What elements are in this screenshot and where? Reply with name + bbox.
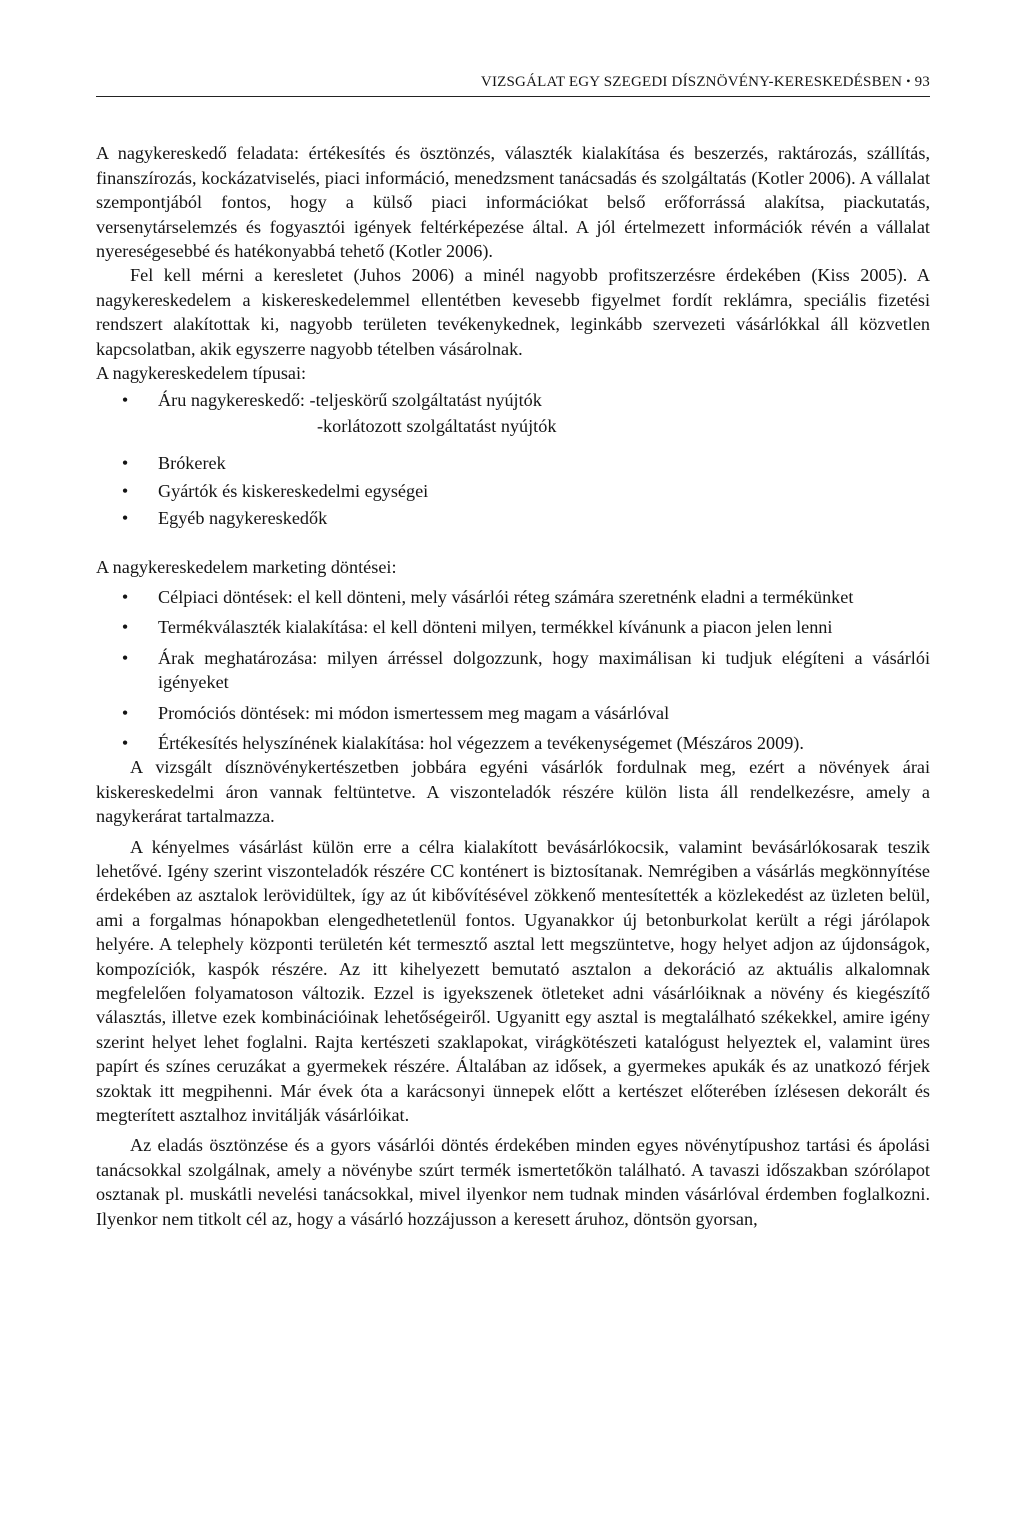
- list-item-text: Termékválaszték kialakítása: el kell dönteni milyen, termékkel kívánunk a piacon jelen lenni: [158, 617, 833, 638]
- paragraph-4: A kényelmes vásárlást külön erre a célra kialakított bevásárlókocsik, valamint bevásárlókosarak teszik lehetővé. Igény szerint viszonteladók részére CC konténert is biztosítanak. Nemrégiben a vásárlás megkönnyítése érdekében az asztalok lerövidültek, így az út kibővítésével zökkenő mentesítették a közlekedést az üzleten belül, ami a forgalmas hónapokban elengedhetetlenül fontos. Ugyanakkor új betonburkolat került a régi járólapok helyére. A telephely központi területén két termesztő asztal lett megszüntetve, hogy helyet adjon az újdonságok, kompozíciók, kaspók részére. Az itt kihelyezett bemutató asztalon a dekoráció az aktuális alkalomnak megfelelően folyamatoson változik. Ezzel is igyekszenek ötleteket adni vásárlóiknak a növény és kiegészítő választás, illetve ezek kombinációinak lehetőségeiről. Ugyanitt egy asztal is megtalálható székekkel, amire igény szerint helyet lehet foglalni. Rajta kertészeti szaklapokat, virágkötészeti katalógust helyeztek el, valamint üres papírt és színes ceruzákat a gyermekek részére. Általában az idősek, a gyermekes apukák és az unatkozó férjek szoktak itt megpihenni. Már évek óta a karácsonyi ünnepek előtt a kertészet előterében ízlésesen dekorált és megterített asztalhoz invitálják vásárlóikat.: [96, 836, 930, 1126]
- list-item-subline: -korlátozott szolgáltatást nyújtók: [317, 415, 557, 436]
- bullet-icon: •: [121, 702, 129, 723]
- list-item-text: Értékesítés helyszínének kialakítása: hol végezzem a tevékenységemet (Mészáros 2009).: [158, 732, 804, 753]
- list-item-text: Gyártók és kiskereskedelmi egységei: [158, 480, 429, 501]
- paragraph-1: A nagykereskedő feladata: értékesítés és ösztönzés, választék kialakítása és beszerzés, raktározás, szállítás, finanszírozás, kockázatviselés, piaci információ, menedzsment tanácsadás és szolgáltatás (Kotler 2006). A vállalat szempontjából fontos, hogy a külső piaci információkat belső erőforrássá alakítsa, piackutatás, versenytárselemzés és fogyasztói igények feltérképezése által. A jól értelmezett információk révén a vállalat nyereségesebbé és hatékonyabbá tehető (Kotler 2006).: [96, 143, 930, 262]
- list-item: [96, 451, 930, 475]
- bullet-icon: •: [121, 732, 129, 753]
- list-item-text: Egyéb nagykereskedők: [158, 508, 328, 529]
- list-item: [96, 585, 930, 609]
- decisions-list: [96, 585, 930, 755]
- types-label: A nagykereskedelem típusai:: [96, 363, 307, 384]
- bullet-icon: •: [121, 453, 129, 474]
- paragraph-3: A vizsgált dísznövénykertészetben jobbára egyéni vásárlók fordulnak meg, ezért a növények árai kiskereskedelmi áron vannak feltüntetve. A viszonteladók részére külön lista áll rendelkezésre, amely a nagykerárat tartalmazza.: [96, 757, 930, 827]
- list-item-text: Árak meghatározása: milyen árréssel dolgozzunk, hogy maximálisan ki tudjuk elégíteni a vásárlói igényeket: [158, 647, 930, 693]
- bullet-icon: •: [121, 617, 129, 638]
- bullet-icon: •: [121, 508, 129, 529]
- paragraph-2: Fel kell mérni a keresletet (Juhos 2006) a minél nagyobb profitszerzésre érdekében (Kiss 2005). A nagykereskedelem a kiskereskedelemmel ellentétben kevesebb figyelmet fordít reklámra, speciális fizetési rendszert alakítottak ki, nagyobb területen tevékenykednek, leginkább szervezeti vásárlókkal áll közvetlen kapcsolatban, akik egyszerre nagyobb tételben vásárolnak.: [96, 265, 930, 359]
- types-list: [96, 388, 930, 530]
- list-item: [96, 731, 930, 755]
- list-item: [96, 479, 930, 503]
- paragraph-5: Az eladás ösztönzése és a gyors vásárlói döntés érdekében minden egyes növénytípushoz tartási és ápolási tanácsokkal szolgálnak, amely a növénybe szúrt termék ismertetőkön található. A tavaszi időszakban szórólapot osztanak pl. muskátli nevelési tanácsokkal, mivel ilyenkor nem tudnak minden vásárlóval érdemben foglalkozni. Ilyenkor nem titkolt cél az, hogy a vásárló hozzájusson a keresett áruhoz, döntsön gyorsan,: [96, 1135, 930, 1229]
- document-page: [96, 70, 930, 1231]
- bullet-icon: •: [121, 480, 129, 501]
- bullet-icon: •: [121, 390, 129, 411]
- decisions-label: A nagykereskedelem marketing döntései:: [96, 556, 397, 577]
- list-item: [96, 615, 930, 639]
- running-title: VIZSGÁLAT EGY SZEGEDI DÍSZNÖVÉNY-KERESKEDÉSBEN: [480, 74, 903, 90]
- list-item: [96, 701, 930, 725]
- list-item: [96, 506, 930, 530]
- list-item-text: Promóciós döntések: mi módon ismertessem meg magam a vásárlóval: [158, 702, 670, 723]
- page-number: 93: [914, 74, 930, 90]
- list-item: [96, 388, 930, 412]
- running-header: [96, 70, 930, 97]
- list-item-text: Brókerek: [158, 453, 226, 474]
- list-item: [96, 646, 930, 695]
- list-item-text: Áru nagykereskedő: -teljeskörű szolgáltatást nyújtók: [158, 390, 542, 411]
- bullet-icon: •: [121, 586, 129, 607]
- bullet-icon: •: [121, 647, 129, 668]
- list-item-text: Célpiaci döntések: el kell dönteni, mely vásárlói réteg számára szeretnénk eladni a termékünket: [158, 586, 854, 607]
- header-separator: •: [906, 74, 911, 88]
